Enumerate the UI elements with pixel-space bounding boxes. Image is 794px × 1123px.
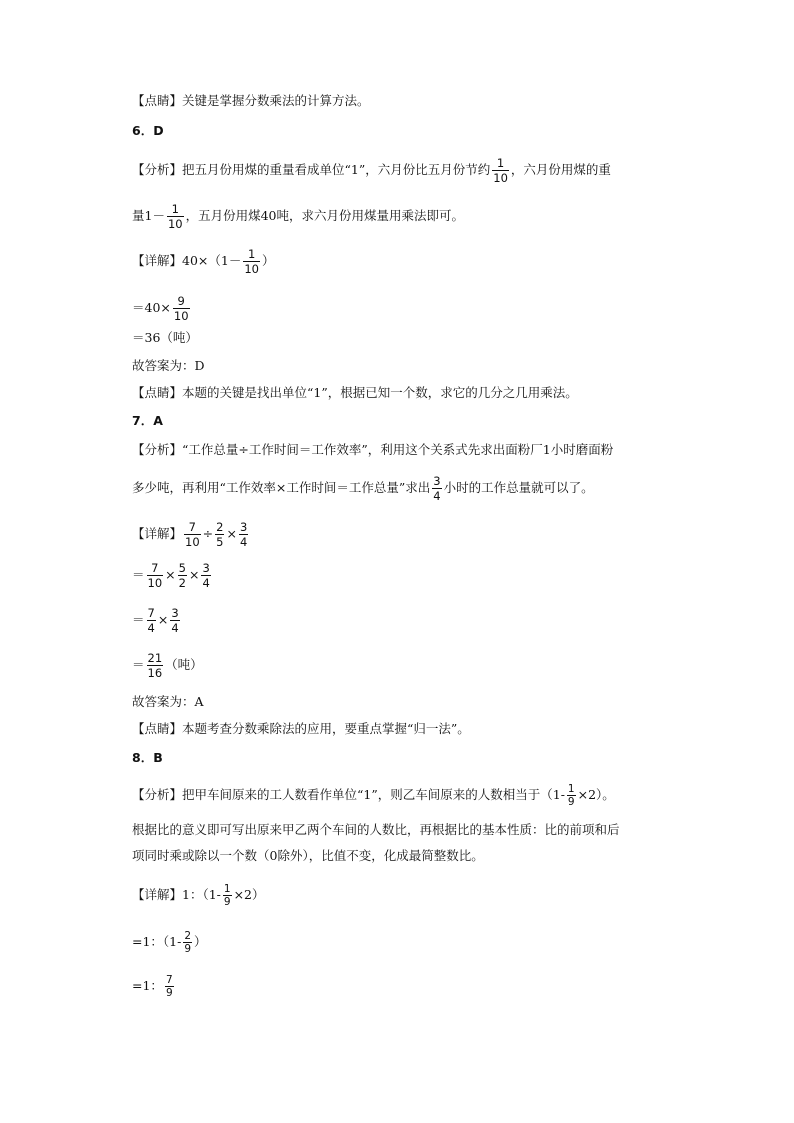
comment-line: 【点睛】关键是掌握分数乘法的计算方法。 bbox=[132, 93, 370, 108]
detail-8-line1: 【详解】1：（1- $\frac{1}{9}$ ×2） bbox=[132, 883, 265, 908]
question-8-answer: 8．B bbox=[132, 750, 163, 765]
answer-6: 故答案为：D bbox=[132, 358, 205, 373]
fraction: $\frac{3}{4}$ bbox=[433, 474, 441, 503]
analysis-7-line1: 【分析】“工作总量÷工作时间＝工作效率”，利用这个关系式先求出面粉厂1小时磨面粉 bbox=[132, 442, 614, 457]
detail-6-line2: ＝40× $\frac{9}{10}$ bbox=[132, 294, 189, 323]
fraction: $\frac{3}{4}$ bbox=[202, 561, 210, 590]
analysis-6-line2: 量1－ $\frac{1}{10}$ ，五月份用煤40吨，求六月份用煤量用乘法即可。 bbox=[132, 202, 465, 231]
fraction: $\frac{7}{9}$ bbox=[165, 974, 173, 999]
detail-6-line3: ＝36（吨） bbox=[132, 330, 198, 345]
fraction: $\frac{21}{16}$ bbox=[147, 651, 163, 680]
fraction: $\frac{2}{5}$ bbox=[216, 520, 224, 549]
fraction: $\frac{2}{9}$ bbox=[184, 930, 192, 955]
fraction: $\frac{1}{10}$ bbox=[244, 247, 259, 276]
analysis-6-line1: 【分析】把五月份用煤的重量看成单位“1”，六月份比五月份节约 $\frac{1}{10}$ ，六月份用煤的重 bbox=[132, 156, 611, 185]
fraction: $\frac{1}{9}$ bbox=[567, 783, 575, 808]
fraction: $\frac{3}{4}$ bbox=[171, 606, 179, 635]
fraction: $\frac{9}{10}$ bbox=[173, 294, 189, 323]
detail-6-line1: 【详解】40×（1－ $\frac{1}{10}$ ） bbox=[132, 247, 275, 276]
fraction: $\frac{1}{10}$ bbox=[167, 202, 183, 231]
comment-6: 【点睛】本题的关键是找出单位“1”，根据已知一个数，求它的几分之几用乘法。 bbox=[132, 385, 578, 400]
detail-7-line4: ＝ $\frac{21}{16}$ （吨） bbox=[132, 651, 203, 680]
analysis-7-line2: 多少吨，再利用“工作效率×工作时间＝工作总量”求出 $\frac{3}{4}$ 小时的工作总量就可以了。 bbox=[132, 474, 594, 503]
detail-7-line2: ＝ $\frac{7}{10}$ × $\frac{5}{2}$ × $\frac{3}{4}$ bbox=[132, 561, 210, 590]
analysis-8-line3: 项同时乘或除以一个数（0除外），比值不变，化成最简整数比。 bbox=[132, 848, 484, 863]
question-7-answer: 7．A bbox=[132, 413, 163, 428]
analysis-8-line1: 【分析】把甲车间原来的工人数看作单位“1”，则乙车间原来的人数相当于（1- $\frac{1}{9}$ ×2）。 bbox=[132, 783, 615, 808]
fraction: $\frac{1}{9}$ bbox=[223, 883, 231, 908]
detail-8-line3: =1： $\frac{7}{9}$ bbox=[132, 974, 173, 999]
comment-7: 【点睛】本题考查分数乘除法的应用，要重点掌握“归一法”。 bbox=[132, 721, 470, 736]
detail-7-line1: 【详解】 $\frac{7}{10}$ ÷ $\frac{2}{5}$ × $\frac{3}{4}$ bbox=[132, 520, 248, 549]
fraction: $\frac{7}{10}$ bbox=[147, 561, 163, 590]
detail-7-line3: ＝ $\frac{7}{4}$ × $\frac{3}{4}$ bbox=[132, 606, 179, 635]
answer-7: 故答案为：A bbox=[132, 694, 204, 709]
detail-8-line2: =1：（1- $\frac{2}{9}$ ） bbox=[132, 930, 207, 955]
analysis-8-line2: 根据比的意义即可写出原来甲乙两个车间的人数比，再根据比的基本性质：比的前项和后 bbox=[132, 822, 620, 837]
fraction: $\frac{5}{2}$ bbox=[178, 561, 186, 590]
fraction: $\frac{7}{4}$ bbox=[147, 606, 155, 635]
fraction: $\frac{7}{10}$ bbox=[185, 520, 200, 549]
question-6-answer: 6．D bbox=[132, 123, 164, 138]
fraction: $\frac{3}{4}$ bbox=[239, 520, 248, 549]
fraction: $\frac{1}{10}$ bbox=[493, 156, 508, 185]
